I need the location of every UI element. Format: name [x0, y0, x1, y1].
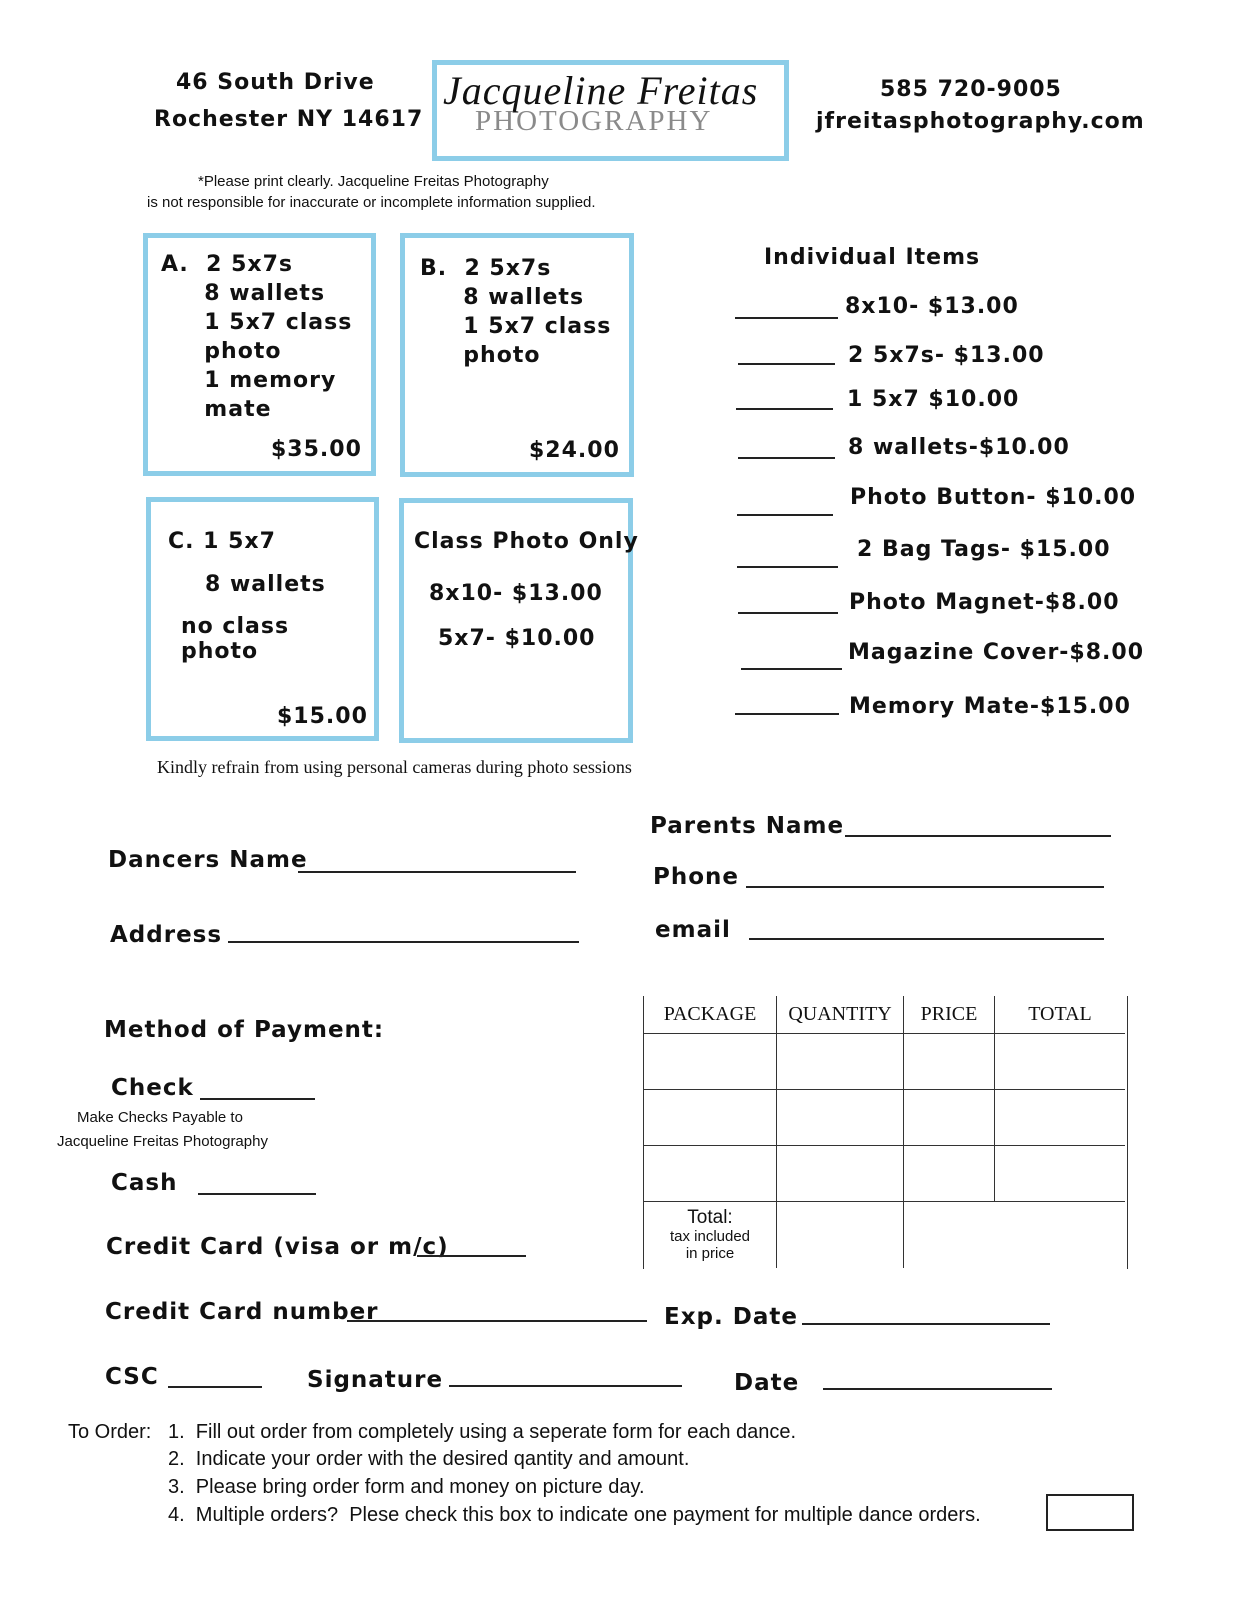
cash-field[interactable] [198, 1193, 316, 1195]
package-c-line3: no class photo [181, 614, 290, 664]
table-cell[interactable] [904, 1145, 995, 1201]
qty-line-8x10[interactable] [735, 317, 838, 319]
parents-name-field[interactable] [845, 835, 1111, 837]
package-a-contents: A. 2 5x7s 8 wallets 1 5x7 class photo 1 memory mate [161, 252, 353, 422]
instruction-step-4: 4. Multiple orders? Plese check this box to indicate one payment for multiple dance orders. [168, 1504, 981, 1526]
camera-notice: Kindly refrain from using personal cameras during photo sessions [157, 757, 632, 777]
instruction-step-1: 1. Fill out order from completely using a seperate form for each dance. [168, 1421, 797, 1443]
package-b-box[interactable] [400, 233, 634, 477]
logo-script-text: Jacqueline Freitas [443, 68, 759, 113]
col-header-total: TOTAL [995, 996, 1126, 1033]
logo-sub-text: PHOTOGRAPHY [475, 105, 713, 137]
email-field[interactable] [749, 938, 1104, 940]
item-1-5x7: 1 5x7 $10.00 [847, 387, 1020, 412]
check-note-line1: Make Checks Payable to [77, 1109, 243, 1126]
check-field[interactable] [200, 1098, 315, 1100]
table-cell[interactable] [995, 1089, 1126, 1145]
qty-line-8-wallets[interactable] [738, 457, 835, 459]
date-field[interactable] [823, 1388, 1052, 1390]
qty-line-memory-mate[interactable] [735, 713, 839, 715]
qty-line-bag-tags[interactable] [737, 566, 838, 568]
signature-label: Signature [307, 1367, 444, 1393]
instruction-step-3: 3. Please bring order form and money on picture day. [168, 1476, 645, 1498]
email-label: email [655, 917, 731, 943]
credit-card-number-field[interactable] [347, 1320, 647, 1322]
package-c-line2: 8 wallets [205, 572, 326, 597]
qty-line-magazine-cover[interactable] [741, 668, 842, 670]
phone-field[interactable] [746, 886, 1104, 888]
class-photo-only-title: Class Photo Only [414, 529, 639, 554]
check-label: Check [111, 1075, 194, 1101]
credit-card-field[interactable] [417, 1255, 526, 1257]
qty-line-photo-button[interactable] [737, 514, 833, 516]
table-cell[interactable] [644, 1145, 777, 1201]
notice-line1: *Please print clearly. Jacqueline Freitas Photography [198, 173, 549, 190]
studio-logo [432, 60, 789, 161]
table-cell[interactable] [644, 1033, 777, 1089]
item-8x10: 8x10- $13.00 [845, 294, 1019, 319]
class-photo-item-5x7: 5x7- $10.00 [438, 626, 596, 651]
individual-items-title: Individual Items [764, 245, 981, 270]
class-photo-item-8x10: 8x10- $13.00 [429, 581, 603, 606]
total-note-line2: in price [685, 1244, 735, 1262]
item-photo-button: Photo Button- $10.00 [850, 485, 1137, 510]
studio-phone: 585 720-9005 [880, 77, 1062, 102]
credit-card-label: Credit Card (visa or m/c) [106, 1234, 449, 1260]
item-photo-magnet: Photo Magnet-$8.00 [849, 590, 1120, 615]
to-order-label: To Order: [68, 1421, 152, 1443]
qty-line-2-5x7s[interactable] [738, 363, 835, 365]
table-cell[interactable] [995, 1145, 1126, 1201]
studio-address-line2: Rochester NY 14617 [154, 107, 424, 132]
table-cell[interactable] [904, 1089, 995, 1145]
qty-line-1-5x7[interactable] [736, 408, 833, 410]
csc-field[interactable] [168, 1386, 262, 1388]
payment-method-title: Method of Payment: [104, 1017, 385, 1043]
csc-label: CSC [105, 1364, 159, 1390]
table-cell[interactable] [904, 1033, 995, 1089]
table-cell[interactable] [995, 1033, 1126, 1089]
cash-label: Cash [111, 1170, 178, 1196]
date-label: Date [734, 1370, 800, 1396]
address-label: Address [110, 922, 223, 948]
total-amount-cell[interactable] [904, 1201, 1126, 1268]
instruction-step-2: 2. Indicate your order with the desired qantity and amount. [168, 1448, 690, 1470]
package-b-price: $24.00 [529, 438, 620, 463]
phone-label: Phone [653, 864, 740, 890]
item-2-5x7s: 2 5x7s- $13.00 [848, 343, 1045, 368]
multiple-orders-checkbox[interactable] [1046, 1494, 1134, 1531]
package-c-box[interactable] [146, 497, 379, 741]
item-bag-tags: 2 Bag Tags- $15.00 [857, 537, 1111, 562]
package-b-contents: B. 2 5x7s 8 wallets 1 5x7 class photo [420, 256, 612, 368]
order-table [644, 996, 1125, 1268]
exp-date-field[interactable] [802, 1323, 1050, 1325]
address-field[interactable] [228, 941, 579, 943]
package-a-box[interactable] [143, 233, 376, 476]
item-magazine-cover: Magazine Cover-$8.00 [848, 640, 1145, 665]
package-c-price: $15.00 [277, 704, 368, 729]
table-cell[interactable] [644, 1089, 777, 1145]
check-note-line2: Jacqueline Freitas Photography [57, 1133, 268, 1150]
parents-name-label: Parents Name [650, 813, 845, 839]
notice-line2: is not responsible for inaccurate or incomplete information supplied. [147, 194, 596, 211]
credit-card-number-label: Credit Card number [105, 1299, 379, 1325]
item-memory-mate: Memory Mate-$15.00 [849, 694, 1131, 719]
col-header-price: PRICE [904, 996, 995, 1033]
col-header-package: PACKAGE [644, 996, 777, 1033]
studio-address-line1: 46 South Drive [176, 70, 375, 95]
total-note-line1: tax included [669, 1227, 751, 1245]
col-header-quantity: QUANTITY [777, 996, 904, 1033]
total-label-cell [644, 1201, 777, 1268]
class-photo-only-box[interactable] [399, 498, 639, 743]
table-cell[interactable] [777, 1089, 904, 1145]
studio-website: jfreitasphotography.com [816, 109, 1145, 134]
dancers-name-label: Dancers Name [108, 847, 308, 873]
total-cell[interactable] [777, 1201, 904, 1268]
qty-line-photo-magnet[interactable] [738, 612, 838, 614]
exp-date-label: Exp. Date [664, 1304, 798, 1330]
dancers-name-field[interactable] [298, 871, 576, 873]
table-cell[interactable] [777, 1033, 904, 1089]
signature-field[interactable] [449, 1385, 682, 1387]
item-8-wallets: 8 wallets-$10.00 [848, 435, 1070, 460]
table-cell[interactable] [777, 1145, 904, 1201]
total-label: Total: [687, 1206, 733, 1228]
package-c-line1: C. 1 5x7 [168, 529, 276, 554]
package-a-price: $35.00 [271, 437, 362, 462]
